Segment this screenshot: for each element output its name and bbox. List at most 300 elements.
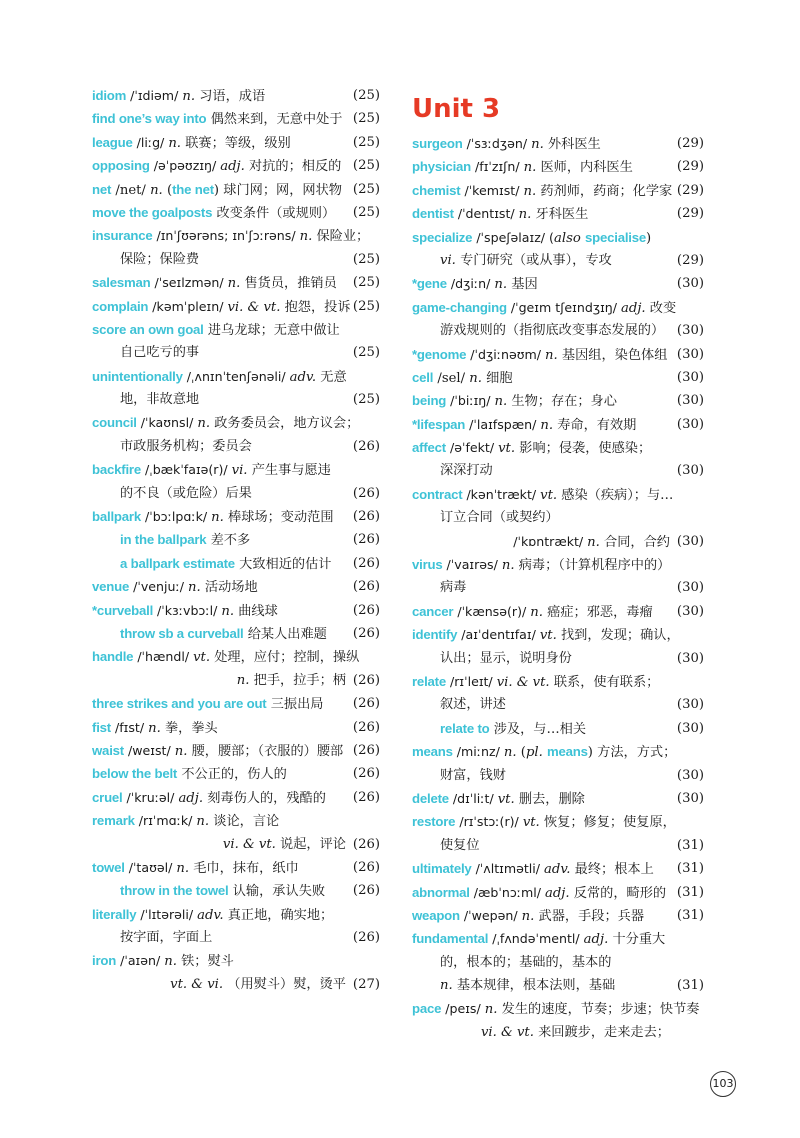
definition-text: 影响；侵袭，使感染；	[515, 441, 652, 457]
page-reference: (29)	[676, 206, 704, 222]
vocab-line-body	[120, 435, 252, 458]
definition-text: 癌症；邪恶，毒瘤	[542, 604, 653, 620]
vocab-line	[412, 927, 704, 950]
definition-text: 基本规律，根本法则，基础	[452, 978, 616, 994]
definition-text: 武器，手段；兵器	[534, 908, 645, 924]
vocab-line	[92, 716, 380, 739]
phonetic-text: /ˈvaɪrəs/	[442, 557, 502, 573]
definition-text: 涉及，与…相关	[489, 721, 587, 737]
headword: *curveball	[92, 602, 154, 618]
vocab-line-body	[92, 201, 335, 225]
part-of-speech: n.	[523, 160, 537, 176]
page-reference: (31)	[676, 907, 704, 923]
phonetic-text: /rɪˈleɪt/	[446, 673, 497, 689]
headword: score an own goal	[92, 321, 204, 337]
vocab-line	[412, 881, 704, 904]
headword: fist	[92, 719, 111, 735]
vocab-line-body	[412, 413, 636, 437]
headword: dentist	[412, 206, 454, 222]
page-reference: (29)	[676, 182, 704, 198]
page-reference: (26)	[352, 602, 380, 618]
vocab-line	[412, 553, 704, 576]
vocab-line	[412, 997, 704, 1020]
part-of-speech: vi.	[440, 252, 456, 268]
vocab-line	[92, 84, 380, 107]
definition-text: 反常的，畸形的	[569, 885, 667, 901]
page-reference: (31)	[676, 837, 704, 853]
vocab-line	[412, 740, 704, 763]
part-of-speech: also	[553, 230, 581, 246]
vocab-line	[412, 623, 704, 646]
headword: iron	[92, 953, 117, 969]
phonetic-text: /ˈvenjuː/	[129, 579, 188, 595]
page-reference: (30)	[676, 416, 704, 432]
vocab-line-body	[412, 179, 672, 203]
vocab-line-body	[92, 809, 279, 833]
page-reference: (31)	[676, 884, 704, 900]
vocab-line	[412, 226, 704, 249]
headword: being	[412, 393, 447, 409]
vocab-line-body	[440, 974, 615, 997]
vocab-line	[412, 693, 704, 716]
vocab-line-body	[412, 366, 513, 390]
vocab-line-body	[412, 436, 651, 460]
part-of-speech: n.	[587, 534, 600, 550]
part-of-speech: vt.	[522, 815, 540, 831]
vocab-line-body	[120, 341, 199, 364]
vocab-line	[412, 459, 704, 482]
vocab-line-body	[412, 132, 601, 156]
definition-text: （用熨斗）熨，烫平	[223, 976, 346, 992]
part-of-speech: n.	[148, 720, 161, 736]
headword: surgeon	[412, 136, 463, 151]
definition-text: 合同，合约	[599, 534, 670, 550]
vocab-line-body	[440, 249, 612, 272]
page-reference: (25)	[352, 88, 380, 103]
phonetic-text: /ˌʌnɪnˈtenʃənəli/	[182, 368, 290, 384]
phonetic-text: /ˌfʌndəˈmentl/	[488, 931, 584, 947]
phonetic-text: /ˈkɒntrækt/	[513, 533, 588, 549]
headword: *gene	[412, 276, 447, 292]
vocab-line-body	[92, 131, 291, 155]
definition-text: 谈论，言论	[209, 814, 280, 830]
vocab-line	[412, 436, 704, 459]
headword: insurance	[92, 228, 153, 244]
definition-text: 联赛；等级，级别	[181, 135, 291, 151]
vocab-line	[92, 856, 380, 879]
vocab-line	[92, 786, 380, 809]
definition-text: 抱怨，投诉	[280, 299, 351, 315]
headword: move the goalposts	[92, 204, 213, 220]
page-reference: (31)	[676, 861, 704, 877]
headword: *lifespan	[412, 416, 466, 432]
part-of-speech: n.	[227, 276, 241, 292]
vocab-line	[92, 295, 380, 318]
vocab-line-body	[440, 693, 506, 716]
vocab-line-body	[170, 973, 346, 996]
part-of-speech: n.	[211, 510, 224, 526]
part-of-speech: vt.	[497, 791, 515, 807]
part-of-speech: n.	[494, 394, 508, 410]
definition-text: 感染（疾病）；与…	[557, 487, 674, 503]
part-of-speech: vt.	[540, 487, 558, 503]
vocab-line	[92, 505, 380, 528]
vocab-line	[412, 506, 704, 529]
headword: identify	[412, 627, 458, 643]
headword: the net	[172, 181, 214, 197]
part-of-speech: adj.	[621, 300, 646, 316]
headword: game-changing	[412, 299, 507, 315]
part-of-speech: vt.	[193, 650, 211, 666]
vocab-line	[412, 530, 704, 553]
vocab-line-body	[440, 459, 493, 482]
vocab-line-body	[92, 154, 341, 178]
vocab-line	[92, 622, 380, 645]
vocab-line-body	[92, 178, 342, 202]
vocab-line	[412, 202, 704, 225]
definition-text: ) 方法，方式；	[587, 745, 677, 761]
phonetic-text: /ˈseɪlzmən/	[150, 275, 228, 291]
vocab-line-body	[440, 951, 611, 974]
part-of-speech: n.	[469, 370, 482, 386]
definition-text: 把手，拉手；柄	[249, 672, 346, 688]
vocab-line-body	[412, 740, 676, 764]
vocab-line	[92, 271, 380, 294]
part-of-speech: n.	[440, 978, 453, 994]
part-of-speech: n.	[503, 745, 517, 761]
vocab-line	[92, 107, 380, 130]
phonetic-text: /ˈhændl/	[133, 649, 194, 665]
part-of-speech: vt. & vi.	[170, 976, 224, 992]
part-of-speech: vi. & vt.	[222, 836, 276, 852]
vocab-line-body	[412, 904, 644, 928]
unit-title: Unit 3	[412, 94, 501, 124]
vocab-line	[92, 879, 380, 902]
part-of-speech: n.	[236, 672, 250, 688]
vocab-line-body	[412, 389, 617, 413]
definition-text: 医师，内科医生	[536, 160, 633, 176]
vocab-line	[92, 949, 380, 972]
vocab-line-body	[120, 926, 212, 949]
headword: complain	[92, 298, 149, 314]
definition-text: 售货员，推销员	[240, 276, 337, 292]
vocab-line	[92, 739, 380, 762]
vocab-line-body	[412, 343, 667, 367]
vocab-line	[412, 249, 704, 272]
vocab-line-body	[120, 248, 199, 271]
definition-text: 自己吃亏的事	[120, 345, 200, 361]
part-of-speech: n.	[484, 1002, 498, 1018]
vocab-line-body	[92, 458, 331, 482]
page-reference: (30)	[676, 323, 704, 339]
part-of-speech: n.	[523, 183, 537, 199]
definition-text: 外科医生	[543, 137, 601, 152]
page-reference: (30)	[676, 790, 704, 806]
definition-text: 使复位	[440, 837, 480, 853]
vocab-line-body	[92, 365, 347, 389]
headword: contract	[412, 486, 463, 502]
definition-text: 改变条件（或规则）	[212, 205, 336, 221]
part-of-speech: n.	[176, 860, 190, 876]
headword: physician	[412, 159, 472, 175]
vocab-line	[412, 576, 704, 599]
vocab-line	[412, 483, 704, 506]
vocab-line	[412, 834, 704, 857]
vocab-line	[412, 951, 704, 974]
definition-text: (	[516, 745, 526, 761]
page-number: 103	[710, 1071, 736, 1097]
headword: chemist	[412, 182, 461, 198]
headword: specialize	[412, 229, 473, 245]
part-of-speech: adv.	[289, 369, 317, 385]
vocab-line-body	[120, 552, 331, 576]
vocab-line-body	[412, 272, 538, 296]
phonetic-text: /əˈfekt/	[445, 440, 499, 456]
page-reference: (25)	[352, 298, 380, 314]
page-reference: (25)	[352, 111, 380, 127]
page-reference: (26)	[352, 509, 380, 525]
definition-text: 地，非故意地	[120, 392, 200, 408]
page-reference: (26)	[352, 766, 380, 782]
page-reference: (25)	[352, 345, 380, 361]
phonetic-text: /weɪst/	[123, 742, 175, 758]
part-of-speech: vt.	[498, 441, 516, 457]
definition-text: 删去，删除	[514, 791, 585, 807]
vocab-line-body	[92, 739, 343, 763]
vocab-line-body	[92, 786, 326, 810]
vocab-line	[92, 388, 380, 411]
vocab-line	[412, 413, 704, 436]
vocab-line	[412, 600, 704, 623]
vocab-line	[92, 411, 380, 434]
definition-text: 对抗的；相反的	[244, 159, 342, 175]
vocab-line	[412, 1021, 704, 1044]
headword: in the ballpark	[120, 532, 207, 548]
vocab-line-body	[92, 856, 299, 880]
phonetic-text: /fɪst/	[110, 719, 149, 735]
page-reference: (27)	[352, 976, 380, 992]
part-of-speech: n.	[164, 954, 177, 970]
headword: idiom	[92, 88, 127, 103]
definition-text: 活动场地	[200, 580, 258, 596]
part-of-speech: n.	[521, 908, 535, 924]
vocab-line	[412, 647, 704, 670]
vocab-line-body	[412, 787, 585, 811]
definition-text: 游戏规则的（指彻底改变事态发展的）	[440, 323, 665, 339]
page-reference: (30)	[676, 580, 704, 596]
phonetic-text: /miːnz/	[452, 744, 504, 760]
headword: means	[412, 744, 453, 760]
page-reference: (25)	[352, 251, 380, 267]
page-reference: (30)	[676, 369, 704, 385]
page-reference: (26)	[352, 883, 380, 899]
vocab-line	[92, 926, 380, 949]
part-of-speech: pl.	[525, 745, 543, 761]
definition-text: 发生的速度，节奏；步速；快节奏	[497, 1002, 700, 1018]
headword: means	[547, 744, 588, 760]
headword: backfire	[92, 462, 141, 478]
part-of-speech: n.	[501, 558, 515, 574]
phonetic-text: /ˈdentɪst/	[453, 206, 519, 222]
phonetic-text: /kənˈtrækt/	[462, 486, 541, 502]
part-of-speech: n.	[545, 347, 558, 363]
page-reference: (26)	[352, 836, 380, 852]
phonetic-text: /ˈwepən/	[459, 907, 522, 923]
phonetic-text: /kəmˈpleɪn/	[148, 298, 228, 314]
definition-text: /net/	[111, 182, 151, 198]
definition-text: 认出；显示，说明身份	[440, 650, 572, 666]
vocab-line	[92, 669, 380, 692]
vocab-line	[92, 178, 380, 201]
headword: specialise	[584, 229, 647, 245]
phonetic-text: /ˈbɔːlpɑːk/	[140, 509, 212, 525]
page-reference: (30)	[676, 393, 704, 409]
phonetic-text: /əˈpəʊzɪŋ/	[149, 158, 221, 174]
phonetic-text: /ˈlaɪfspæn/	[465, 416, 541, 432]
page-reference: (25)	[352, 392, 380, 408]
definition-text: 习语，成语	[195, 89, 266, 104]
definition-text: 基因组，染色体组	[557, 347, 668, 363]
vocab-line	[92, 154, 380, 177]
vocab-line	[92, 458, 380, 481]
headword: ultimately	[412, 861, 472, 877]
headword: cell	[412, 369, 434, 385]
headword: cruel	[92, 789, 123, 805]
definition-text: 生物；存在；身心	[507, 394, 617, 410]
definition-text: 病毒；（计算机程序中的）	[514, 558, 671, 574]
page-reference: (30)	[676, 603, 704, 619]
headword: restore	[412, 814, 456, 830]
vocab-line-body	[92, 903, 333, 927]
headword: unintentionally	[92, 368, 183, 384]
page-reference: (26)	[352, 532, 380, 548]
vocab-line-body	[412, 483, 673, 507]
phonetic-text: /dɪˈliːt/	[448, 790, 498, 806]
headword: salesman	[92, 275, 151, 291]
headword: literally	[92, 906, 137, 922]
definition-text: 最终；根本上	[570, 862, 654, 878]
vocab-line-body	[440, 647, 572, 670]
definition-text: (	[162, 182, 173, 198]
vocab-line-body	[412, 927, 665, 951]
headword: *genome	[412, 346, 467, 362]
page-reference: (26)	[352, 742, 380, 758]
vocab-line	[92, 131, 380, 154]
headword: below the belt	[92, 766, 178, 782]
definition-text: 无意	[316, 369, 347, 385]
vocab-line-body	[513, 530, 670, 554]
vocab-line-body	[440, 717, 586, 741]
vocab-line-body	[412, 296, 676, 320]
vocab-line	[412, 296, 704, 319]
definition-text: 的，根本的；基础的，基本的	[440, 954, 612, 970]
vocab-line	[92, 692, 380, 715]
headword: throw in the towel	[120, 883, 229, 899]
vocab-line-body	[92, 599, 278, 623]
headword: council	[92, 415, 137, 431]
vocab-line	[92, 341, 380, 364]
phonetic-text: /ˈbiːɪŋ/	[446, 393, 495, 409]
headword: relate to	[440, 720, 490, 736]
definition-text: 订立合同（或契约）	[440, 510, 559, 526]
vocab-line-body	[92, 575, 258, 599]
definition-text: 保险；保险费	[120, 251, 200, 267]
vocab-line-body	[92, 295, 351, 319]
definition-text: 产生事与愿违	[247, 463, 331, 479]
vocab-line-body	[412, 997, 699, 1021]
definition-text: 腰，腰部；（衣服的）腰部	[187, 743, 344, 759]
definition-text: 给某人出难题	[243, 626, 327, 642]
vocab-line-body	[92, 411, 359, 435]
headword: venue	[92, 579, 130, 595]
phonetic-text: /dʒiːn/	[446, 276, 495, 292]
definition-text: 基因	[507, 277, 538, 293]
headword: remark	[92, 813, 135, 829]
phonetic-text: /ˈsɜːdʒən/	[462, 136, 532, 151]
headword: pace	[412, 1001, 442, 1017]
page-reference: (26)	[352, 930, 380, 946]
definition-text: 改变	[645, 300, 677, 316]
page-reference: (25)	[352, 181, 380, 197]
phonetic-text: /ˈɪdiəm/	[126, 88, 183, 103]
page-reference: (26)	[352, 719, 380, 735]
vocab-line	[412, 272, 704, 295]
page-reference: (30)	[676, 650, 704, 666]
vocab-line	[92, 552, 380, 575]
page-reference: (26)	[352, 672, 380, 688]
definition-text: 药剂师，药商；化学家	[536, 183, 673, 199]
part-of-speech: n.	[174, 743, 188, 759]
phonetic-text: /ˈlɪtərəli/	[136, 906, 198, 922]
headword: affect	[412, 440, 446, 456]
phonetic-text: /peɪs/	[441, 1001, 485, 1017]
vocab-line	[92, 224, 380, 247]
headword: net	[92, 181, 112, 197]
vocab-line-body	[92, 505, 334, 529]
phonetic-text: /ˈkɜːvbɔːl/	[153, 602, 222, 618]
headword: cancer	[412, 603, 454, 619]
vocab-line	[92, 528, 380, 551]
headword: a ballpark estimate	[120, 555, 235, 571]
headword: towel	[92, 859, 125, 875]
definition-text: 拳，拳头	[160, 720, 218, 736]
page-reference: (29)	[676, 136, 704, 151]
page-reference: (29)	[676, 159, 704, 175]
page-reference: (30)	[676, 720, 704, 736]
part-of-speech: n.	[530, 604, 543, 620]
definition-text: 的不良（或危险）后果	[120, 485, 252, 501]
part-of-speech: vt.	[539, 628, 557, 644]
definition-text: 牙科医生	[531, 207, 589, 223]
vocab-line	[92, 248, 380, 271]
definition-text: ) 球门网；网，网状物	[213, 182, 342, 198]
definition-text: 叙述，讲述	[440, 697, 506, 713]
definition-text: 大致相近的估计	[234, 556, 332, 572]
phonetic-text: /rɪˈstɔː(r)/	[455, 814, 523, 830]
definition-text: 毛巾，抹布，纸巾	[189, 860, 299, 876]
page-reference: (25)	[352, 204, 380, 220]
phonetic-text: /ˈgeɪm tʃeɪndʒɪŋ/	[506, 299, 622, 315]
page-reference: (30)	[676, 463, 704, 479]
phonetic-text: /ˈkruːəl/	[122, 789, 179, 805]
vocab-line-body	[92, 762, 287, 786]
headword: relate	[412, 673, 446, 689]
right-entries	[412, 132, 704, 1044]
vocab-line-body	[440, 319, 664, 342]
definition-text: 真正地，确实地；	[223, 907, 334, 923]
vocab-line	[92, 435, 380, 458]
phonetic-text: /ˈaɪən/	[116, 953, 165, 969]
